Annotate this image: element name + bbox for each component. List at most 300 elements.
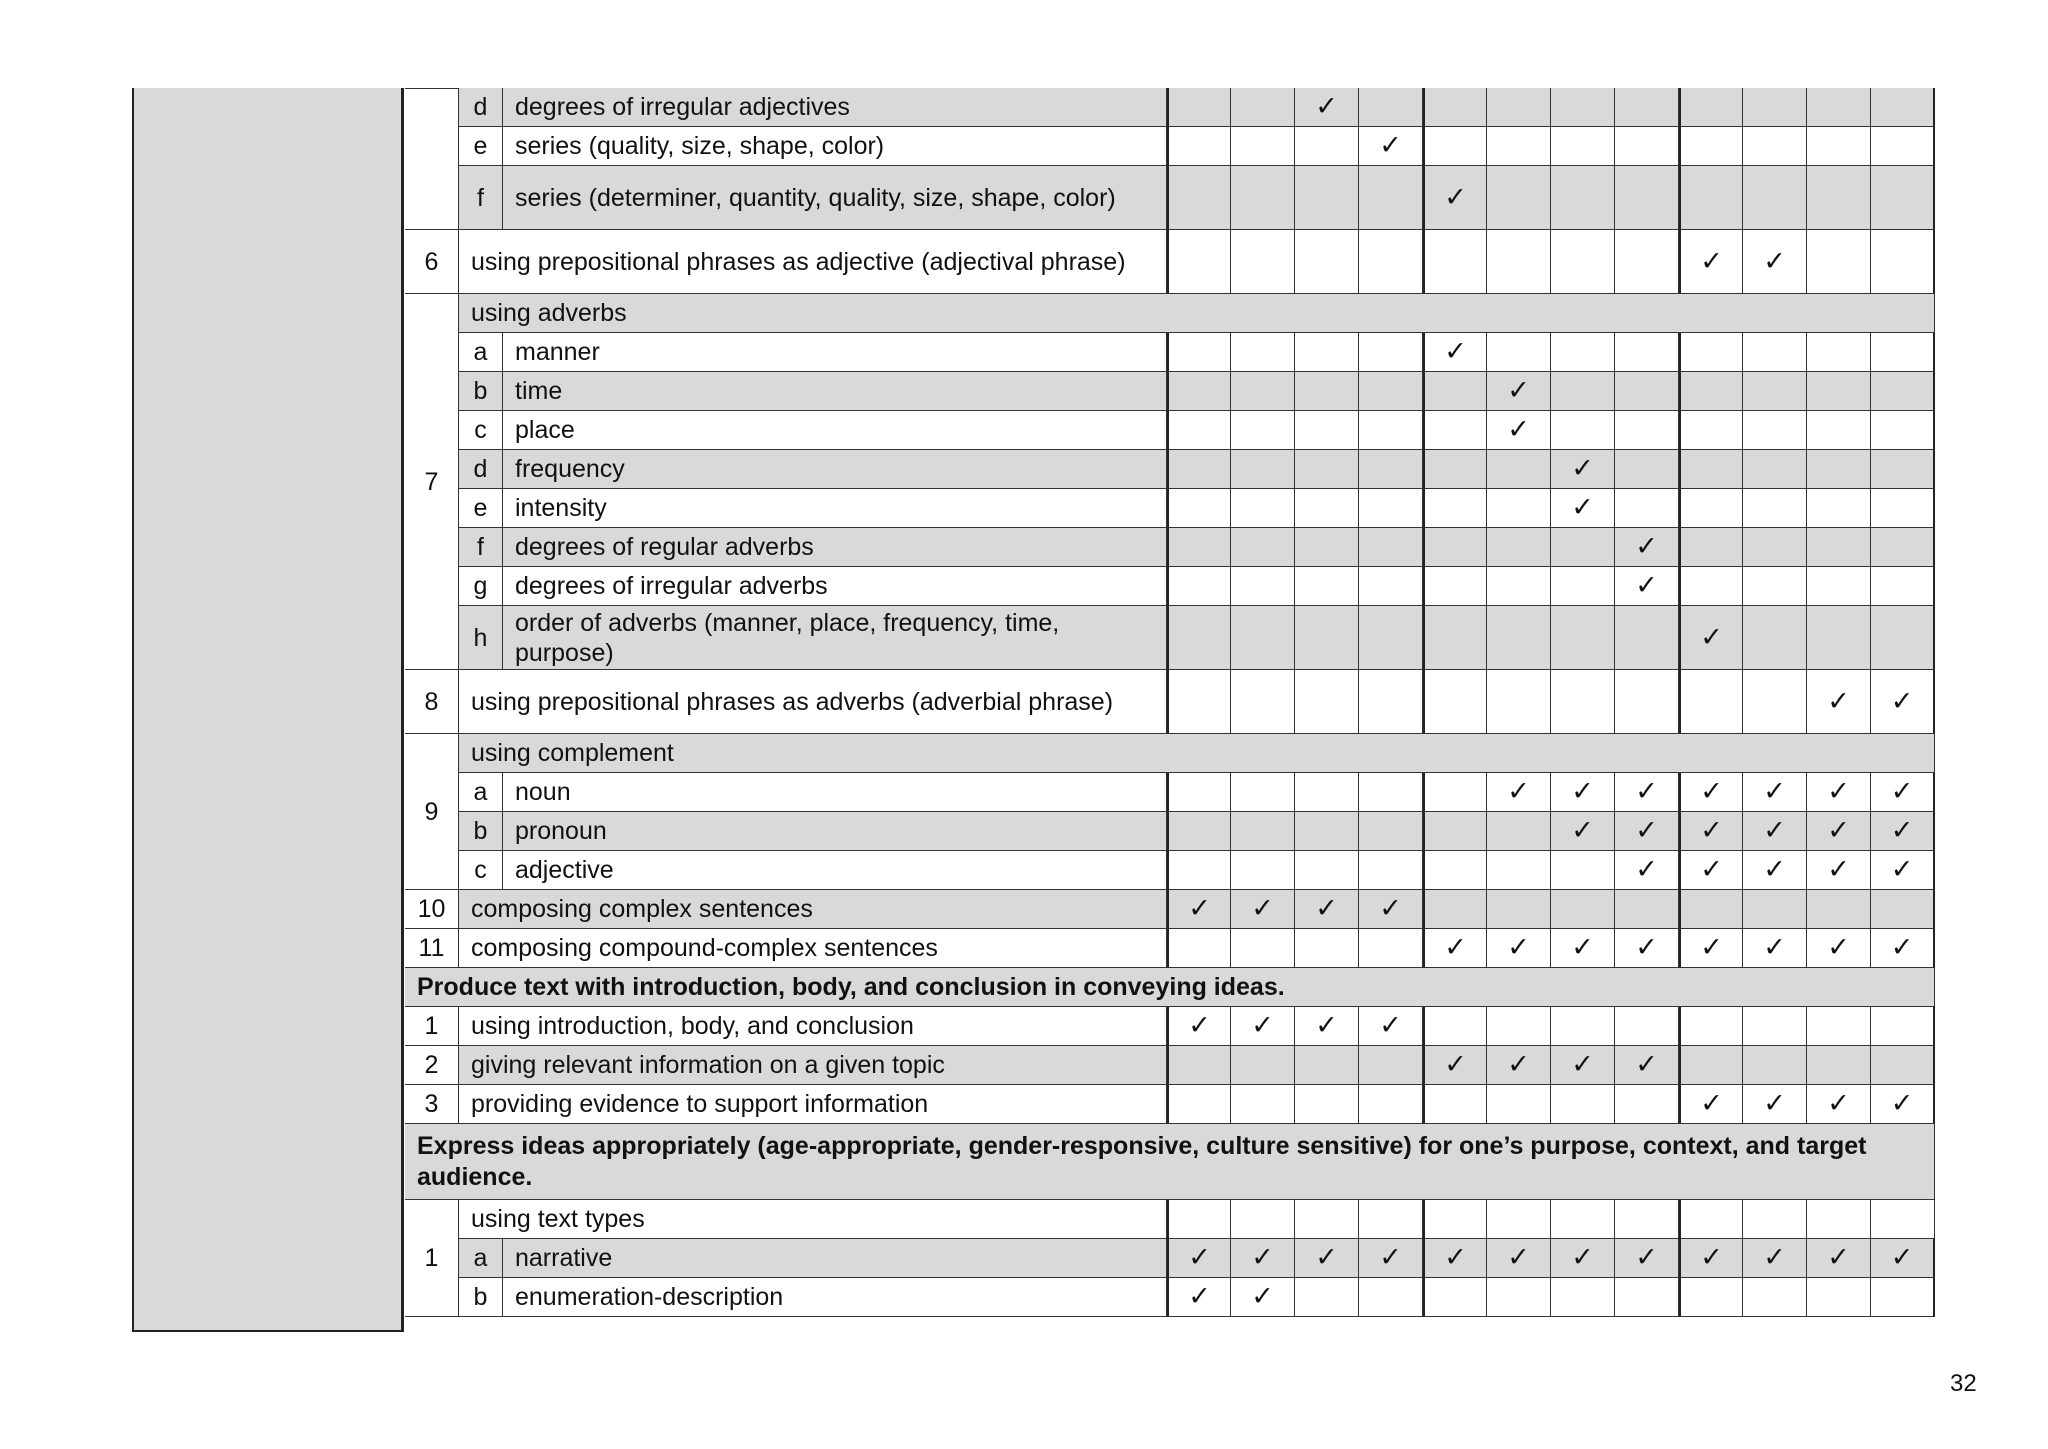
grade-cell <box>1551 606 1615 670</box>
check-mark-icon: ✓ <box>1635 932 1658 963</box>
grade-cell <box>1615 372 1679 411</box>
grade-cell <box>1807 1200 1871 1239</box>
check-mark-icon: ✓ <box>1763 815 1786 846</box>
check-mark-icon: ✓ <box>1188 1010 1211 1041</box>
grade-cell <box>1423 567 1487 606</box>
check-mark-icon: ✓ <box>1315 1010 1338 1041</box>
grade-cell <box>1487 851 1551 890</box>
grade-cell <box>1359 411 1423 450</box>
learning-competency-column <box>132 88 404 1332</box>
grade-cell <box>1615 812 1679 851</box>
check-mark-icon: ✓ <box>1700 776 1723 807</box>
grade-cell <box>1423 670 1487 734</box>
grade-cell <box>1551 773 1615 812</box>
grade-cell <box>1423 773 1487 812</box>
grade-cell <box>1807 528 1871 567</box>
competency-description: providing evidence to support information <box>459 1085 1167 1124</box>
grade-cell <box>1423 1007 1487 1046</box>
grade-cell <box>1551 230 1615 294</box>
grade-cell <box>1551 411 1615 450</box>
grade-cell <box>1551 1085 1615 1124</box>
check-mark-icon: ✓ <box>1507 414 1530 445</box>
item-letter: a <box>459 1239 503 1278</box>
grade-cell <box>1231 567 1295 606</box>
grade-cell <box>1487 127 1551 166</box>
grade-cell <box>1167 929 1231 968</box>
check-mark-icon: ✓ <box>1700 1088 1723 1119</box>
grade-cell <box>1167 489 1231 528</box>
grade-cell <box>1615 411 1679 450</box>
grade-cell <box>1231 851 1295 890</box>
grade-cell <box>1807 1239 1871 1278</box>
grade-cell <box>1807 230 1871 294</box>
grade-cell <box>1807 333 1871 372</box>
grade-cell <box>1743 812 1807 851</box>
grade-cell <box>1551 1239 1615 1278</box>
grade-cell <box>1679 489 1743 528</box>
check-mark-icon: ✓ <box>1571 492 1594 523</box>
competency-description: intensity <box>503 489 1167 528</box>
competency-description: enumeration-description <box>503 1278 1167 1317</box>
check-mark-icon: ✓ <box>1763 776 1786 807</box>
check-mark-icon: ✓ <box>1635 854 1658 885</box>
grade-cell <box>1487 166 1551 230</box>
grade-cell <box>1487 1007 1551 1046</box>
grade-cell <box>1615 606 1679 670</box>
check-mark-icon: ✓ <box>1251 1242 1274 1273</box>
grade-cell <box>1743 890 1807 929</box>
grade-cell <box>1871 372 1935 411</box>
item-letter: b <box>459 372 503 411</box>
grade-cell <box>1807 851 1871 890</box>
competency-description: frequency <box>503 450 1167 489</box>
grade-cell <box>1231 411 1295 450</box>
grade-cell <box>1231 773 1295 812</box>
grade-cell <box>1807 411 1871 450</box>
grade-cell <box>1487 333 1551 372</box>
grade-cell <box>1359 567 1423 606</box>
item-number: 8 <box>405 670 459 734</box>
check-mark-icon: ✓ <box>1827 1242 1850 1273</box>
grade-cell <box>1871 929 1935 968</box>
item-number: 3 <box>405 1085 459 1124</box>
grade-cell <box>1359 606 1423 670</box>
grade-cell <box>1487 670 1551 734</box>
grade-cell <box>1167 606 1231 670</box>
grade-cell <box>1359 773 1423 812</box>
grade-cell <box>1615 1046 1679 1085</box>
grade-cell <box>1743 1007 1807 1046</box>
grade-cell <box>1679 773 1743 812</box>
grade-cell <box>1231 812 1295 851</box>
grade-cell <box>1167 1007 1231 1046</box>
check-mark-icon: ✓ <box>1827 932 1850 963</box>
item-letter: d <box>459 450 503 489</box>
competency-description: using introduction, body, and conclusion <box>459 1007 1167 1046</box>
group-heading: using adverbs <box>459 294 1935 333</box>
grade-cell <box>1615 1085 1679 1124</box>
check-mark-icon: ✓ <box>1763 932 1786 963</box>
check-mark-icon: ✓ <box>1379 893 1402 924</box>
grade-cell <box>1807 88 1871 127</box>
item-letter: c <box>459 411 503 450</box>
grade-cell <box>1551 812 1615 851</box>
grade-cell <box>1679 411 1743 450</box>
grade-cell <box>1871 773 1935 812</box>
grade-cell <box>1167 230 1231 294</box>
grade-cell <box>1359 528 1423 567</box>
grade-cell <box>1231 606 1295 670</box>
grade-cell <box>1871 411 1935 450</box>
grade-cell <box>1487 1200 1551 1239</box>
check-mark-icon: ✓ <box>1890 854 1914 885</box>
grade-cell <box>1807 670 1871 734</box>
grade-cell <box>1871 1239 1935 1278</box>
grade-cell <box>1807 489 1871 528</box>
check-mark-icon: ✓ <box>1379 130 1402 161</box>
grade-cell <box>1359 929 1423 968</box>
check-mark-icon: ✓ <box>1251 1010 1274 1041</box>
grade-cell <box>1743 773 1807 812</box>
group-heading: using complement <box>459 734 1935 773</box>
grade-cell <box>1871 528 1935 567</box>
grade-cell <box>1743 528 1807 567</box>
grade-cell <box>1743 372 1807 411</box>
grade-cell <box>1551 450 1615 489</box>
grade-cell <box>1423 88 1487 127</box>
competency-description: composing complex sentences <box>459 890 1167 929</box>
check-mark-icon: ✓ <box>1251 893 1274 924</box>
grade-cell <box>1359 890 1423 929</box>
grade-cell <box>1807 890 1871 929</box>
check-mark-icon: ✓ <box>1890 932 1914 963</box>
check-mark-icon: ✓ <box>1571 1242 1594 1273</box>
grade-cell <box>1615 773 1679 812</box>
grade-cell <box>1743 411 1807 450</box>
group-heading: using text types <box>459 1200 1167 1239</box>
grade-cell <box>1295 851 1359 890</box>
item-letter: b <box>459 812 503 851</box>
grade-cell <box>1231 230 1295 294</box>
grade-cell <box>1551 851 1615 890</box>
grade-cell <box>1615 489 1679 528</box>
grade-cell <box>1679 1200 1743 1239</box>
grade-cell <box>1615 230 1679 294</box>
section-heading: Produce text with introduction, body, and conclusion in conveying ideas. <box>405 968 1935 1007</box>
check-mark-icon: ✓ <box>1700 854 1723 885</box>
grade-cell <box>1487 372 1551 411</box>
check-mark-icon: ✓ <box>1444 336 1467 367</box>
grade-cell <box>1871 851 1935 890</box>
check-mark-icon: ✓ <box>1507 1049 1530 1080</box>
grade-cell <box>1679 929 1743 968</box>
check-mark-icon: ✓ <box>1379 1242 1402 1273</box>
grade-cell <box>1871 230 1935 294</box>
check-mark-icon: ✓ <box>1444 932 1467 963</box>
grade-cell <box>1551 333 1615 372</box>
grade-cell <box>1871 333 1935 372</box>
item-number: 1 <box>405 1007 459 1046</box>
grade-cell <box>1423 1046 1487 1085</box>
grade-cell <box>1167 528 1231 567</box>
check-mark-icon: ✓ <box>1700 245 1723 277</box>
grade-cell <box>1487 1278 1551 1317</box>
check-mark-icon: ✓ <box>1571 1049 1594 1080</box>
grade-cell <box>1295 372 1359 411</box>
grade-cell <box>1423 851 1487 890</box>
grade-cell <box>1423 1200 1487 1239</box>
grade-cell <box>1359 489 1423 528</box>
competency-description: time <box>503 372 1167 411</box>
grade-cell <box>1551 670 1615 734</box>
grade-cell <box>1359 1046 1423 1085</box>
grade-cell <box>1807 1278 1871 1317</box>
grade-cell <box>1871 1278 1935 1317</box>
grade-cell <box>1231 333 1295 372</box>
grade-cell <box>1807 372 1871 411</box>
grade-cell <box>1551 1278 1615 1317</box>
grade-cell <box>1231 166 1295 230</box>
grade-cell <box>1423 489 1487 528</box>
grade-cell <box>1295 1007 1359 1046</box>
grade-cell <box>1679 812 1743 851</box>
item-letter: b <box>459 1278 503 1317</box>
grade-cell <box>1871 1046 1935 1085</box>
grade-cell <box>1231 670 1295 734</box>
grade-cell <box>1359 1007 1423 1046</box>
grade-cell <box>1423 528 1487 567</box>
grade-cell <box>1743 851 1807 890</box>
grade-cell <box>1423 230 1487 294</box>
grade-cell <box>1551 567 1615 606</box>
check-mark-icon: ✓ <box>1763 1242 1786 1273</box>
competency-description: degrees of irregular adjectives <box>503 88 1167 127</box>
competency-description: adjective <box>503 851 1167 890</box>
competency-description: degrees of irregular adverbs <box>503 567 1167 606</box>
grade-cell <box>1551 929 1615 968</box>
grade-cell <box>1359 127 1423 166</box>
grade-cell <box>1487 1085 1551 1124</box>
grade-cell <box>1167 127 1231 166</box>
check-mark-icon: ✓ <box>1890 1088 1914 1119</box>
grade-cell <box>1615 851 1679 890</box>
grade-cell <box>1423 127 1487 166</box>
grade-cell <box>1743 333 1807 372</box>
grade-cell <box>1679 1007 1743 1046</box>
item-letter: g <box>459 567 503 606</box>
grade-cell <box>1743 1085 1807 1124</box>
grade-cell <box>1295 606 1359 670</box>
grade-cell <box>1231 88 1295 127</box>
check-mark-icon: ✓ <box>1507 932 1530 963</box>
grade-cell <box>1551 489 1615 528</box>
grade-cell <box>1295 1200 1359 1239</box>
check-mark-icon: ✓ <box>1827 685 1850 717</box>
grade-cell <box>1231 929 1295 968</box>
grade-cell <box>1871 489 1935 528</box>
grade-cell <box>1487 606 1551 670</box>
grade-cell <box>1679 670 1743 734</box>
grade-cell <box>1487 567 1551 606</box>
grade-cell <box>1679 372 1743 411</box>
competency-description: degrees of regular adverbs <box>503 528 1167 567</box>
check-mark-icon: ✓ <box>1571 453 1594 484</box>
competency-description: narrative <box>503 1239 1167 1278</box>
grade-cell <box>1679 851 1743 890</box>
grade-cell <box>1871 88 1935 127</box>
grade-cell <box>1743 1200 1807 1239</box>
check-mark-icon: ✓ <box>1827 854 1850 885</box>
check-mark-icon: ✓ <box>1700 932 1723 963</box>
item-number: 1 <box>405 1200 459 1317</box>
grade-cell <box>1423 450 1487 489</box>
grade-cell <box>1551 1046 1615 1085</box>
grade-cell <box>1167 890 1231 929</box>
check-mark-icon: ✓ <box>1315 91 1338 122</box>
grade-cell <box>1487 450 1551 489</box>
check-mark-icon: ✓ <box>1890 815 1914 846</box>
grade-cell <box>1295 127 1359 166</box>
grade-cell <box>1423 166 1487 230</box>
grade-cell <box>1423 929 1487 968</box>
grade-cell <box>1679 450 1743 489</box>
grade-cell <box>1167 1239 1231 1278</box>
check-mark-icon: ✓ <box>1890 1242 1914 1273</box>
grade-cell <box>1231 1046 1295 1085</box>
grade-cell <box>1487 929 1551 968</box>
grade-cell <box>1167 567 1231 606</box>
grade-cell <box>1487 890 1551 929</box>
grade-cell <box>1679 567 1743 606</box>
grade-cell <box>1487 411 1551 450</box>
grade-cell <box>1167 1278 1231 1317</box>
grade-cell <box>1615 670 1679 734</box>
item-number: 7 <box>405 294 459 670</box>
competency-description: order of adverbs (manner, place, frequency, time, purpose) <box>503 606 1167 670</box>
item-number: 9 <box>405 734 459 890</box>
item-letter: e <box>459 489 503 528</box>
grade-cell <box>1423 333 1487 372</box>
grade-cell <box>1231 1200 1295 1239</box>
grade-cell <box>1743 1046 1807 1085</box>
grade-cell <box>1167 670 1231 734</box>
check-mark-icon: ✓ <box>1315 893 1338 924</box>
grade-cell <box>1359 1239 1423 1278</box>
competency-description: pronoun <box>503 812 1167 851</box>
check-mark-icon: ✓ <box>1700 815 1723 846</box>
check-mark-icon: ✓ <box>1444 1049 1467 1080</box>
check-mark-icon: ✓ <box>1827 815 1850 846</box>
competency-grade-table <box>405 88 1935 1332</box>
item-number <box>405 88 459 230</box>
grade-cell <box>1359 670 1423 734</box>
grade-cell <box>1743 450 1807 489</box>
competency-description: noun <box>503 773 1167 812</box>
grade-cell <box>1167 773 1231 812</box>
grade-cell <box>1615 127 1679 166</box>
grade-cell <box>1679 1239 1743 1278</box>
grade-cell <box>1743 230 1807 294</box>
grade-cell <box>1679 333 1743 372</box>
grade-cell <box>1487 489 1551 528</box>
grade-cell <box>1295 567 1359 606</box>
grade-cell <box>1423 890 1487 929</box>
grade-cell <box>1295 1085 1359 1124</box>
grade-cell <box>1295 1278 1359 1317</box>
grade-cell <box>1423 1278 1487 1317</box>
item-number: 11 <box>405 929 459 968</box>
competency-description: using prepositional phrases as adjective (adjectival phrase) <box>459 230 1167 294</box>
grade-cell <box>1359 1085 1423 1124</box>
grade-cell <box>1295 812 1359 851</box>
grade-cell <box>1167 812 1231 851</box>
grade-cell <box>1807 812 1871 851</box>
grade-cell <box>1487 230 1551 294</box>
grade-cell <box>1871 1200 1935 1239</box>
check-mark-icon: ✓ <box>1571 815 1594 846</box>
grade-cell <box>1167 1085 1231 1124</box>
grade-cell <box>1807 929 1871 968</box>
grade-cell <box>1167 166 1231 230</box>
grade-cell <box>1871 1085 1935 1124</box>
grade-cell <box>1231 890 1295 929</box>
grade-cell <box>1679 166 1743 230</box>
grade-cell <box>1807 567 1871 606</box>
grade-cell <box>1743 606 1807 670</box>
grade-cell <box>1615 1007 1679 1046</box>
grade-cell <box>1743 127 1807 166</box>
grade-cell <box>1359 851 1423 890</box>
check-mark-icon: ✓ <box>1507 375 1530 406</box>
grade-cell <box>1167 372 1231 411</box>
grade-cell <box>1487 812 1551 851</box>
grade-cell <box>1871 450 1935 489</box>
grade-cell <box>1359 1278 1423 1317</box>
grade-cell <box>1551 528 1615 567</box>
check-mark-icon: ✓ <box>1763 245 1786 277</box>
grade-cell <box>1487 1239 1551 1278</box>
grade-cell <box>1743 929 1807 968</box>
grade-cell <box>1487 1046 1551 1085</box>
check-mark-icon: ✓ <box>1444 181 1467 213</box>
grade-cell <box>1295 450 1359 489</box>
grade-cell <box>1231 489 1295 528</box>
grade-cell <box>1359 1200 1423 1239</box>
check-mark-icon: ✓ <box>1635 815 1658 846</box>
check-mark-icon: ✓ <box>1251 1281 1274 1312</box>
item-letter: c <box>459 851 503 890</box>
grade-cell <box>1295 333 1359 372</box>
grade-cell <box>1743 489 1807 528</box>
grade-cell <box>1295 166 1359 230</box>
grade-cell <box>1807 127 1871 166</box>
check-mark-icon: ✓ <box>1827 776 1850 807</box>
grade-cell <box>1807 166 1871 230</box>
check-mark-icon: ✓ <box>1700 621 1723 653</box>
grade-cell <box>1295 670 1359 734</box>
item-letter: d <box>459 88 503 127</box>
check-mark-icon: ✓ <box>1507 776 1530 807</box>
grade-cell <box>1615 166 1679 230</box>
grade-cell <box>1423 1085 1487 1124</box>
check-mark-icon: ✓ <box>1635 570 1658 601</box>
check-mark-icon: ✓ <box>1890 685 1914 717</box>
grade-cell <box>1295 890 1359 929</box>
item-number: 10 <box>405 890 459 929</box>
grade-cell <box>1167 1200 1231 1239</box>
item-letter: a <box>459 773 503 812</box>
grade-cell <box>1551 372 1615 411</box>
